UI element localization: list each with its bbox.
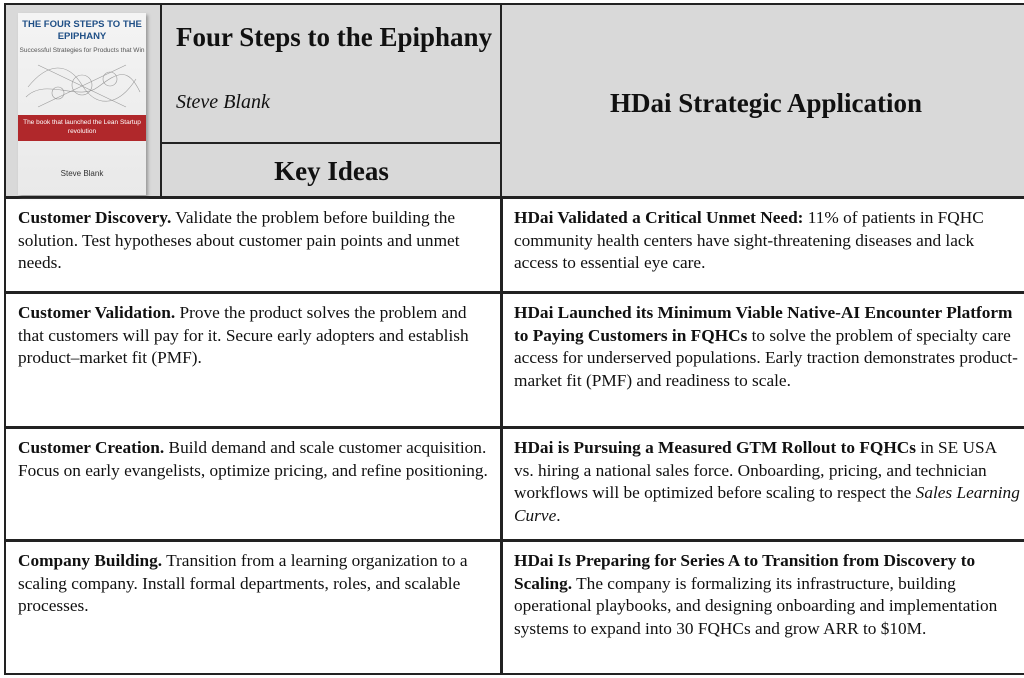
row-2-right-heading: HDai Launched its Minimum Viable Native-AI Encounter Platform to Paying Customers in FQHCs xyxy=(514,303,1013,345)
row-4-left-heading: Company Building. xyxy=(18,551,163,570)
book-title-cell xyxy=(160,3,503,145)
table-row-2-key-idea xyxy=(4,291,503,429)
row-1-left-text: Validate the problem before building the solution. Test hypotheses about customer pain points and unmet needs. xyxy=(18,208,460,273)
row-3-right-text: in SE USA vs. hiring a national sales force. Onboarding, pricing, and technician workflows will be optimized before scaling to respect the xyxy=(514,438,997,503)
key-ideas-header xyxy=(160,142,503,199)
book-author: Steve Blank xyxy=(176,91,270,113)
key-ideas-label: Key Ideas xyxy=(274,156,389,186)
row-1-left-heading: Customer Discovery. xyxy=(18,208,172,227)
book-title: Four Steps to the Epiphany xyxy=(176,22,493,52)
hdai-header xyxy=(500,3,1024,199)
table-row-1-key-idea xyxy=(4,196,503,294)
row-1-right-heading: HDai Validated a Critical Unmet Need: xyxy=(514,208,804,227)
row-4-left-text: Transition from a learning organization to a scaling company. Install formal departments, roles, and scalable processes. xyxy=(18,551,468,616)
row-3-left-text: Build demand and scale customer acquisition. Focus on early evangelists, optimize pricing, and refine positioning. xyxy=(18,438,488,480)
cover-title: THE FOUR STEPS TO THE EPIPHANY xyxy=(22,19,142,42)
table-row-4-key-idea xyxy=(4,539,503,675)
row-2-left-heading: Customer Validation. xyxy=(18,303,176,322)
table-row-2-application xyxy=(500,291,1024,429)
row-2-left-text: Prove the product solves the problem and that customers will pay for it. Secure early adopters and establish product–market fit (PMF). xyxy=(18,303,469,368)
cover-band: The book that launched the Lean Startup revolution xyxy=(18,115,146,141)
book-cover-image xyxy=(18,13,146,195)
hdai-title: HDai Strategic Application xyxy=(610,88,922,118)
table-row-1-application xyxy=(500,196,1024,294)
row-2-right-text: to solve the problem of specialty care access for underserved populations. Early traction demonstrates product-market fit (PMF) and readiness to scale. xyxy=(514,325,1018,391)
cover-author: Steve Blank xyxy=(60,169,104,178)
row-3-right-tail: . xyxy=(556,506,561,526)
cover-subtitle: Successful Strategies for Products that Win xyxy=(19,47,145,54)
cover-diagram-icon xyxy=(18,57,146,115)
row-4-right-heading: HDai Is Preparing for Series A to Transition from Discovery to Scaling. xyxy=(514,551,976,593)
row-3-left-heading: Customer Creation. xyxy=(18,438,165,457)
strategy-table xyxy=(4,3,1024,675)
table-row-3-key-idea xyxy=(4,426,503,542)
row-1-right-text: 11% of patients in FQHC community health centers have sight-threatening diseases and lack access to essential eye care. xyxy=(514,208,984,273)
table-row-4-application xyxy=(500,539,1024,675)
row-3-right-italic: Sales Learning Curve xyxy=(514,483,1020,526)
book-cover-cell xyxy=(4,3,164,199)
row-3-right-heading: HDai is Pursuing a Measured GTM Rollout to FQHCs xyxy=(514,438,916,457)
row-4-right-text: The company is formalizing its infrastructure, building operational playbooks, and designing onboarding and implementation systems to expand into 30 FQHCs and grow ARR to $10M. xyxy=(514,573,998,639)
table-row-3-application xyxy=(500,426,1024,542)
